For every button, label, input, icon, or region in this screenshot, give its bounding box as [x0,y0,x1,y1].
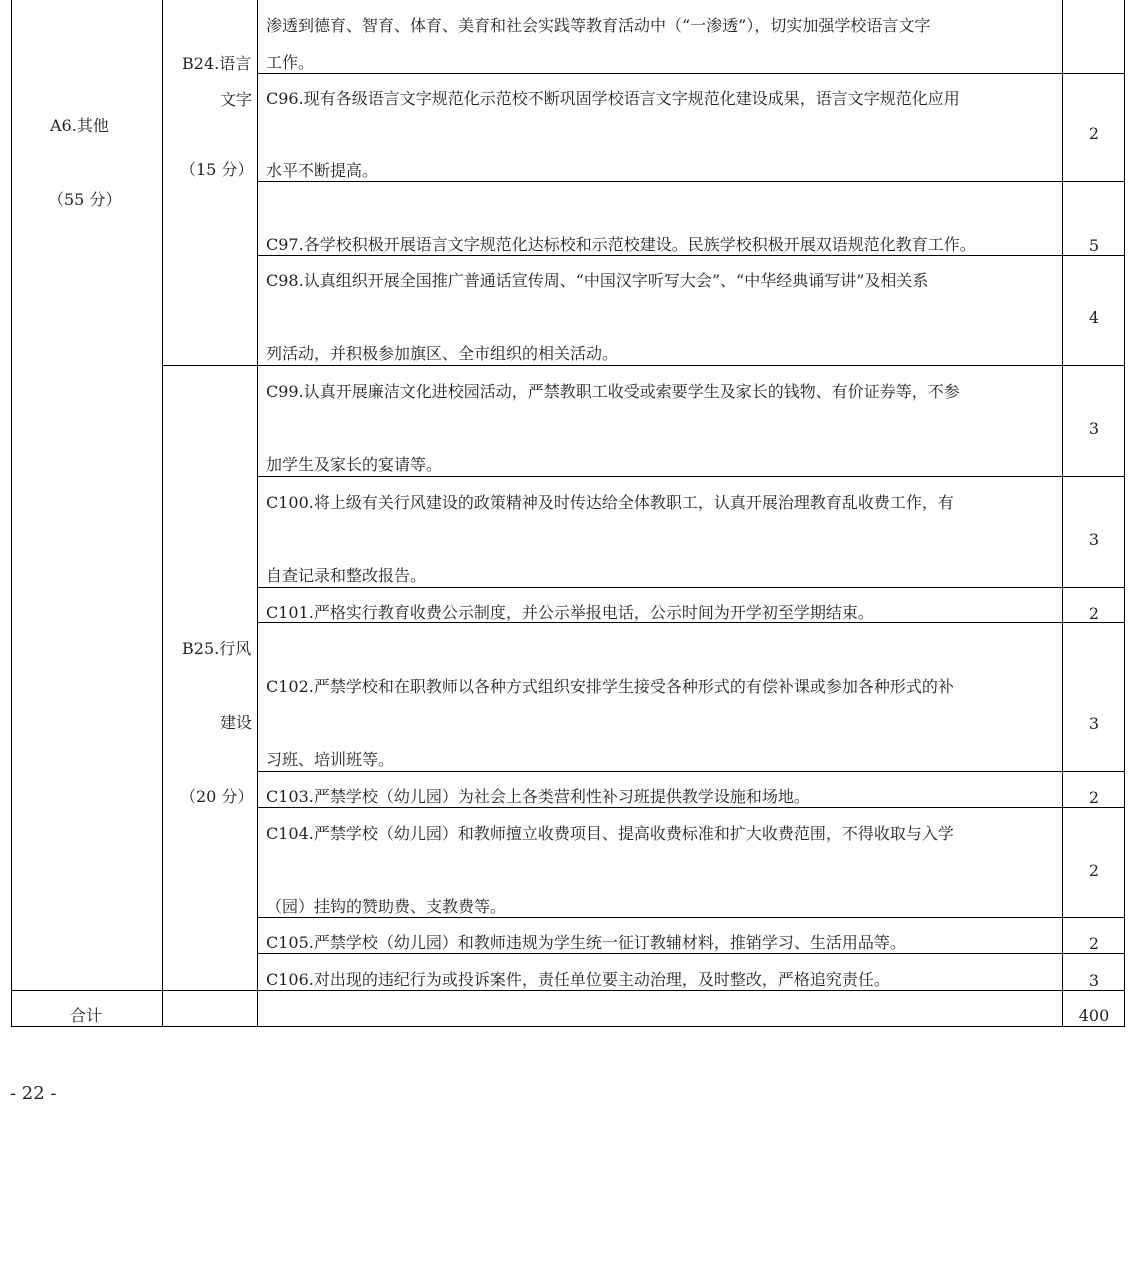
criterion-score: 3 [1088,714,1100,733]
row-divider [257,807,1125,808]
criterion-score: 2 [1088,124,1100,143]
category-a6-points: （55 分） [48,190,122,209]
category-b24-points: （15 分） [180,160,254,179]
category-b24-title: B24.语言 [182,54,252,73]
criterion-text-line: C98.认真组织开展全国推广普通话宣传周、“中国汉字听写大会”、“中华经典诵写讲”及相关系 [266,271,929,290]
criterion-score: 3 [1088,419,1100,438]
row-divider [257,953,1125,954]
criterion-text-line: C103.严禁学校（幼儿园）为社会上各类营利性补习班提供教学设施和场地。 [266,787,810,806]
total-label: 合计 [70,1006,103,1025]
table-border-right [1124,0,1125,1027]
criterion-text-line: C106.对出现的违纪行为或投诉案件，责任单位要主动治理，及时整改，严格追究责任。 [266,970,890,989]
criterion-text-line: 水平不断提高。 [266,161,379,180]
criterion-score: 2 [1088,934,1100,953]
page-number: - 22 - [10,1083,57,1104]
category-b24-title-cont: 文字 [220,90,253,109]
category-a6-title: A6.其他 [50,116,109,135]
criterion-text-line: C102.严禁学校和在职教师以各种方式组织安排学生接受各种形式的有偿补课或参加各种形式的补 [266,677,954,696]
criterion-score: 4 [1088,308,1100,327]
criterion-score: 3 [1088,530,1100,549]
criterion-text-line: C105.严禁学校（幼儿园）和教师违规为学生统一征订教辅材料，推销学习、生活用品等。 [266,933,906,952]
row-divider [257,587,1125,588]
row-divider [257,255,1125,256]
table-divider-b-c [257,0,258,1027]
table-border-left [11,0,12,1027]
criterion-text-line: 加学生及家长的宴请等。 [266,455,443,474]
criterion-text-line: 习班、培训班等。 [266,750,395,769]
category-b25-title: B25.行风 [182,639,252,658]
row-divider [257,181,1125,182]
table-divider-a-b [162,0,163,1027]
criterion-score: 2 [1088,604,1100,623]
criterion-score: 5 [1088,236,1100,255]
category-b25-points: （20 分） [180,787,254,806]
criterion-text-line: C96.现有各级语言文字规范化示范校不断巩固学校语言文字规范化建设成果，语言文字规范化应用 [266,89,960,108]
criterion-score: 2 [1088,861,1100,880]
criterion-score: 3 [1088,971,1100,990]
criterion-text-line: C101.严格实行教育收费公示制度，并公示举报电话，公示时间为开学初至学期结束。 [266,603,874,622]
criterion-text-line: （园）挂钩的赞助费、支教费等。 [266,897,507,916]
criterion-text-line: C100.将上级有关行风建设的政策精神及时传达给全体教职工，认真开展治理教育乱收费工作，有 [266,493,954,512]
total-row-top [11,990,1125,991]
row-divider [257,476,1125,477]
table-border-bottom [11,1026,1125,1027]
criterion-text-line: 自查记录和整改报告。 [266,566,427,585]
row-divider [257,771,1125,772]
criterion-text-line: 渗透到德育、智育、体育、美育和社会实践等教育活动中（“一渗透”），切实加强学校语言文字 [266,16,931,35]
row-divider [162,365,1125,366]
criterion-text-line: 列活动，并积极参加旗区、全市组织的相关活动。 [266,344,619,363]
row-divider [257,917,1125,918]
table-divider-c-score [1062,0,1063,1027]
criterion-score: 2 [1088,788,1100,807]
criterion-text-line: C97.各学校积极开展语言文字规范化达标校和示范校建设。民族学校积极开展双语规范化教育工作。 [266,235,976,254]
criterion-text-line: C99.认真开展廉洁文化进校园活动，严禁教职工收受或索要学生及家长的钱物、有价证券等，不参 [266,382,960,401]
category-b25-title-cont: 建设 [220,713,253,732]
criterion-text-line: 工作。 [266,53,315,72]
total-value: 400 [1078,1006,1110,1025]
criterion-text-line: C104.严禁学校（幼儿园）和教师擅立收费项目、提高收费标准和扩大收费范围，不得收取与入学 [266,824,954,843]
row-divider [257,73,1125,74]
